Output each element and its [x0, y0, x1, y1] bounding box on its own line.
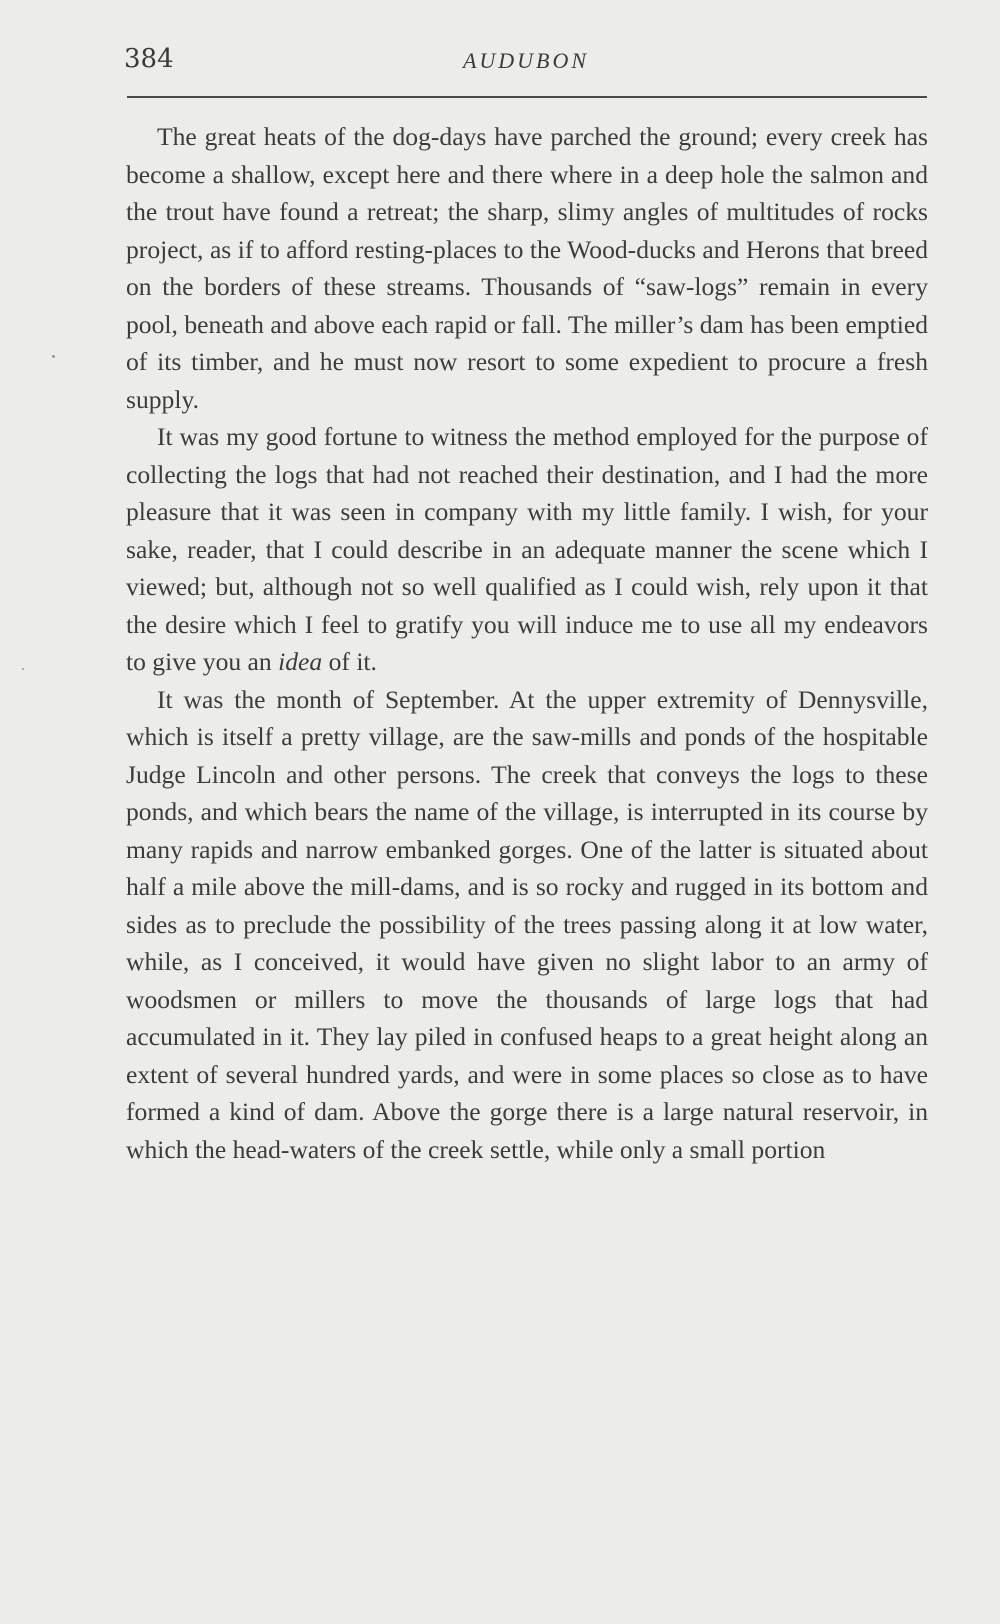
emphasized-word: idea: [278, 647, 323, 676]
running-head: AUDUBON: [462, 48, 590, 73]
paragraph-2: [126, 418, 928, 681]
body-text: [126, 118, 928, 1168]
page-header: [124, 44, 928, 84]
paragraph-3: It was the month of September. At the upper extremity of Dennysville, which is itself a pretty village, are the saw-mills and ponds of the hospitable Judge Lincoln and other persons. The creek that conveys the logs to these ponds, and which bears the name of the village, is interrupted in its course by many rapids and narrow embanked gorges. One of the latter is situated about half a mile above the mill-dams, and is so rocky and rugged in its bottom and sides as to preclude the possibility of the trees passing along it at low water, while, as I conceived, it would have given no slight labor to an army of woodsmen or millers to move the thousands of large logs that had accumulated in it. They lay piled in confused heaps to a great height along an extent of several hundred yards, and were in some places so close as to have formed a kind of dam. Above the gorge there is a large natural reservoir, in which the head-waters of the creek settle, while only a small portion: [126, 684, 928, 1164]
paper-speck: [22, 668, 24, 670]
header-rule: [127, 96, 927, 98]
page-number: 384: [124, 44, 174, 74]
paper-speck: [52, 355, 55, 358]
paragraph-2-text-after: of it.: [322, 647, 377, 676]
paragraph-2-text-before: It was my good fortune to witness the method employed for the purpose of collecting the logs that had not reached their destination, and I had the more pleasure that it was seen in company with my little family. I wish, for your sake, reader, that I could describe in an adequate manner the scene which I viewed; but, although not so well qualified as I could wish, rely upon it that the desire which I feel to gratify you will induce me to use all my endeavors to give you an: [126, 422, 928, 676]
paragraph-1: The great heats of the dog-days have parched the ground; every creek has become a shallow, except here and there where in a deep hole the salmon and the trout have found a retreat; the sharp, slimy angles of multitudes of rocks project, as if to afford resting-places to the Wood-ducks and Herons that breed on the borders of these streams. Thousands of “saw-logs” remain in every pool, beneath and above each rapid or fall. The miller’s dam has been emptied of its timber, and he must now resort to some expedient to procure a fresh supply.: [126, 122, 928, 414]
